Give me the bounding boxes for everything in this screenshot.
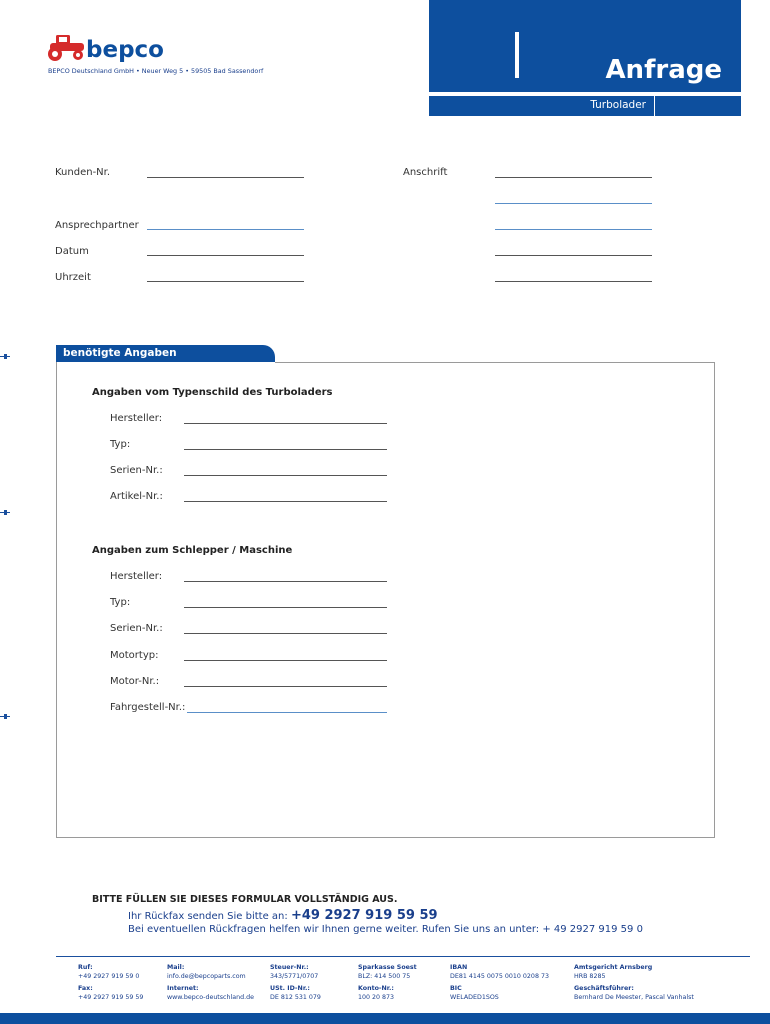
address-field-5[interactable] (495, 281, 652, 282)
turbo-manufacturer-field[interactable] (184, 423, 387, 424)
footer-bic-v: WELADED1SOS (450, 993, 499, 1001)
footer-col-court (574, 964, 694, 1002)
footer-tax-h: Steuer-Nr.: (270, 964, 309, 971)
footer-tax-v: 343/5771/0707 (270, 972, 319, 980)
customer-no-field[interactable] (147, 177, 304, 178)
bepco-logo (46, 32, 168, 64)
turbo-article-field[interactable] (184, 501, 387, 502)
section-box-top-border (275, 362, 715, 363)
contact-person-field[interactable] (147, 229, 304, 230)
footer-col-phone (78, 964, 143, 1002)
footer-account-h: Konto-Nr.: (358, 985, 394, 992)
engine-no-label: Motor-Nr.: (110, 676, 160, 687)
turbo-type-field[interactable] (184, 449, 387, 450)
footer-ceo-h: Geschäftsführer: (574, 985, 634, 992)
chassis-no-label: Fahrgestell-Nr.: (110, 702, 186, 713)
address-field-3[interactable] (495, 229, 652, 230)
date-label: Datum (55, 246, 89, 257)
header-sub-block (655, 96, 741, 116)
fax-instruction (128, 908, 438, 923)
section-tab: benötigte Angaben (56, 345, 275, 362)
footer-bank-v: BLZ: 414 500 75 (358, 972, 411, 980)
footer-web-h: Internet: (167, 985, 199, 992)
machine-manufacturer-label: Hersteller: (110, 571, 163, 582)
machine-manufacturer-field[interactable] (184, 581, 387, 582)
footer-fax-h: Fax: (78, 985, 93, 992)
callback-note: Bei eventuellen Rückfragen helfen wir Ihnen gerne weiter. Rufen Sie uns an unter: + 49 2927 919 59 0 (128, 924, 643, 935)
address-field-2[interactable] (495, 203, 652, 204)
page-subtitle: Turbolader (429, 96, 654, 116)
machine-type-field[interactable] (184, 607, 387, 608)
machine-serial-label: Serien-Nr.: (110, 623, 163, 634)
footer-account-v: 100 20 873 (358, 993, 395, 1001)
turbo-manufacturer-label: Hersteller: (110, 413, 163, 424)
fill-notice: BITTE FÜLLEN SIE DIESES FORMULAR VOLLSTÄNDIG AUS. (92, 894, 398, 905)
page-title: Anfrage (605, 55, 722, 85)
date-field[interactable] (147, 255, 304, 256)
footer-court-v: HRB 8285 (574, 972, 606, 980)
footer-col-tax (270, 964, 321, 1002)
contact-person-label: Ansprechpartner (55, 220, 139, 231)
footer-phone-v: +49 2927 919 59 0 (78, 972, 140, 980)
footer-vat-v: DE 812 531 079 (270, 993, 321, 1001)
footer-iban-h: IBAN (450, 964, 468, 971)
footer-ceo-v: Bernhard De Meester, Pascal Vanhalst (574, 993, 694, 1001)
footer-col-bank (358, 964, 417, 1002)
footer-col-mail (167, 964, 254, 1002)
engine-no-field[interactable] (184, 686, 387, 687)
footer-court-h: Amtsgericht Arnsberg (574, 964, 653, 971)
header-divider (515, 32, 519, 78)
logo-wordmark: bepco (86, 37, 164, 63)
fold-mark-3-tick (4, 714, 7, 719)
footer-iban-v: DE81 4145 0075 0010 0208 73 (450, 972, 549, 980)
turbo-heading: Angaben vom Typenschild des Turboladers (92, 387, 333, 398)
machine-serial-field[interactable] (184, 633, 387, 634)
fold-mark-1-tick (4, 354, 7, 359)
fax-number: +49 2927 919 59 59 (290, 908, 438, 923)
fold-mark-2-tick (4, 510, 7, 515)
footer-mail-h: Mail: (167, 964, 185, 971)
machine-type-label: Typ: (110, 597, 131, 608)
address-field-4[interactable] (495, 255, 652, 256)
footer-fax-v: +49 2927 919 59 59 (78, 993, 144, 1001)
turbo-serial-field[interactable] (184, 475, 387, 476)
engine-type-field[interactable] (184, 660, 387, 661)
footer-vat-h: USt. ID-Nr.: (270, 985, 310, 992)
fax-prefix: Ihr Rückfax senden Sie bitte an: (128, 911, 288, 922)
footer-bank-h: Sparkasse Soest (358, 964, 417, 971)
turbo-type-label: Typ: (110, 439, 131, 450)
footer-col-iban (450, 964, 549, 1002)
footer-bar (0, 1013, 770, 1024)
customer-no-label: Kunden-Nr. (55, 167, 111, 178)
machine-heading: Angaben zum Schlepper / Maschine (92, 545, 293, 556)
time-field[interactable] (147, 281, 304, 282)
footer-separator (56, 956, 750, 957)
footer-mail-v[interactable]: info.de@bepcoparts.com (167, 972, 246, 980)
footer-phone-h: Ruf: (78, 964, 93, 971)
company-address: BEPCO Deutschland GmbH • Neuer Weg 5 • 59505 Bad Sassendorf (48, 67, 264, 75)
address-label: Anschrift (403, 167, 448, 178)
time-label: Uhrzeit (55, 272, 91, 283)
turbo-serial-label: Serien-Nr.: (110, 465, 163, 476)
footer-bic-h: BIC (450, 985, 462, 992)
address-field-1[interactable] (495, 177, 652, 178)
section-box (56, 362, 715, 838)
tractor-icon (48, 35, 84, 61)
footer-web-v[interactable]: www.bepco-deutschland.de (167, 993, 254, 1001)
engine-type-label: Motortyp: (110, 650, 159, 661)
turbo-article-label: Artikel-Nr.: (110, 491, 163, 502)
chassis-no-field[interactable] (187, 712, 387, 713)
